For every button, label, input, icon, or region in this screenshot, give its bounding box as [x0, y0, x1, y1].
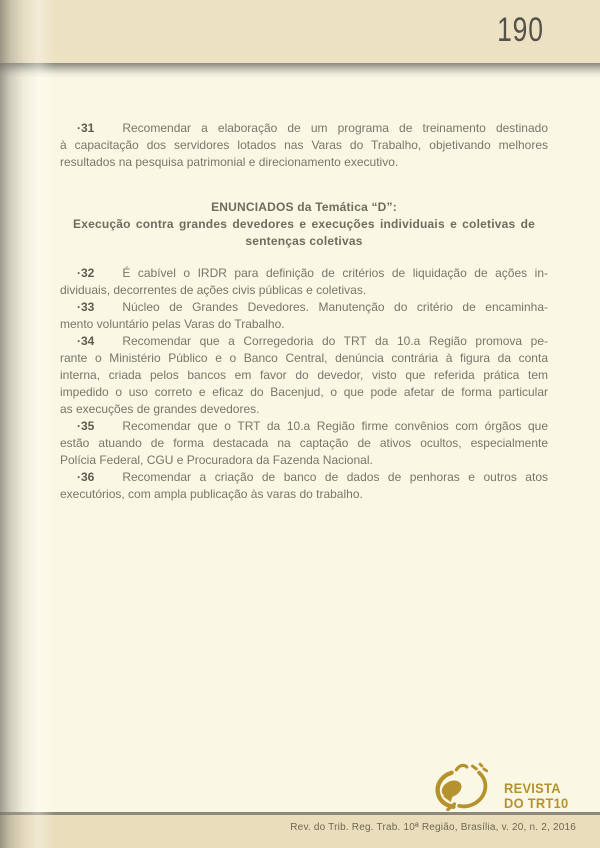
enunciado-34	[60, 333, 548, 418]
item-number: ·33	[77, 300, 95, 314]
brazil-map-brush-icon	[427, 759, 499, 811]
text-line: as execuções de grandes devedores.	[60, 402, 260, 416]
header-divider	[0, 63, 600, 78]
text: É cabível o IRDR para definição de critérios de liquidação de ações in-	[122, 266, 548, 280]
item-number: ·36	[77, 470, 95, 484]
section-title: ENUNCIADOS da Temática “D”:	[211, 200, 397, 214]
enunciado-31	[60, 120, 548, 171]
text-line: mento voluntário pelas Varas do Trabalho.	[60, 317, 285, 331]
text-line: impedido o uso correto e eficaz do Bacenjud, o que pode afetar de forma particular	[60, 385, 548, 399]
text: Recomendar a elaboração de um programa de treinamento destinado	[122, 121, 548, 135]
text-line: resultados na pesquisa patrimonial e direcionamento executivo.	[60, 155, 399, 169]
text-line: dividuais, decorrentes de ações civis públicas e coletivas.	[60, 283, 367, 297]
text: Recomendar que o TRT da 10.a Região firme convênios com órgãos que	[122, 419, 548, 433]
section-subtitle: sentenças coletivas	[245, 234, 363, 248]
text: Recomendar a criação de banco de dados de penhoras e outros atos	[122, 470, 548, 484]
text-line: executórios, com ampla publicação às varas do trabalho.	[60, 487, 363, 501]
text-line	[60, 418, 548, 435]
text-line: estão atuando de forma destacada na captação de ativos ocultos, especialmente	[60, 436, 548, 450]
text-line	[60, 333, 548, 350]
section-subtitle: Execução contra grandes devedores e execuções individuais e coletivas de	[73, 217, 535, 231]
logo-line-2: DO TRT10	[503, 794, 569, 811]
text-line: Polícia Federal, CGU e Procuradora da Fazenda Nacional.	[60, 453, 373, 467]
logo-wordmark	[504, 781, 568, 810]
text: Recomendar que a Corregedoria do TRT da 10.a Região promova pe-	[122, 334, 548, 348]
revista-trt10-logo	[427, 759, 574, 811]
enunciado-36	[60, 469, 548, 503]
text: Núcleo de Grandes Devedores. Manutenção do critério de encaminha-	[122, 300, 548, 314]
page-number: 190	[497, 11, 544, 49]
text-line	[60, 299, 548, 316]
text-line: rante o Ministério Público e o Banco Central, denúncia contrária à figura da conta	[60, 351, 548, 365]
item-number: ·32	[77, 266, 95, 280]
section-heading	[60, 199, 548, 250]
journal-citation: Rev. do Trib. Reg. Trab. 10ª Região, Brasília, v. 20, n. 2, 2016	[290, 822, 576, 833]
text-line	[60, 265, 548, 282]
text-line	[60, 469, 548, 486]
text-line: à capacitação dos servidores lotados nas Varas do Trabalho, objetivando melhores	[60, 138, 548, 152]
page-content	[0, 78, 600, 503]
page-footer	[0, 812, 600, 848]
enunciado-33	[60, 299, 548, 333]
text-line	[60, 120, 548, 137]
item-number: ·35	[77, 419, 95, 433]
text-line: interna, criada pelos bancos em favor do devedor, visto que referida prática tem	[60, 368, 548, 382]
enunciado-32	[60, 265, 548, 299]
enunciado-35	[60, 418, 548, 469]
logo-line-1: REVISTA	[503, 780, 561, 796]
item-number: ·34	[77, 334, 95, 348]
page-header	[0, 0, 600, 63]
item-number: ·31	[77, 121, 95, 135]
